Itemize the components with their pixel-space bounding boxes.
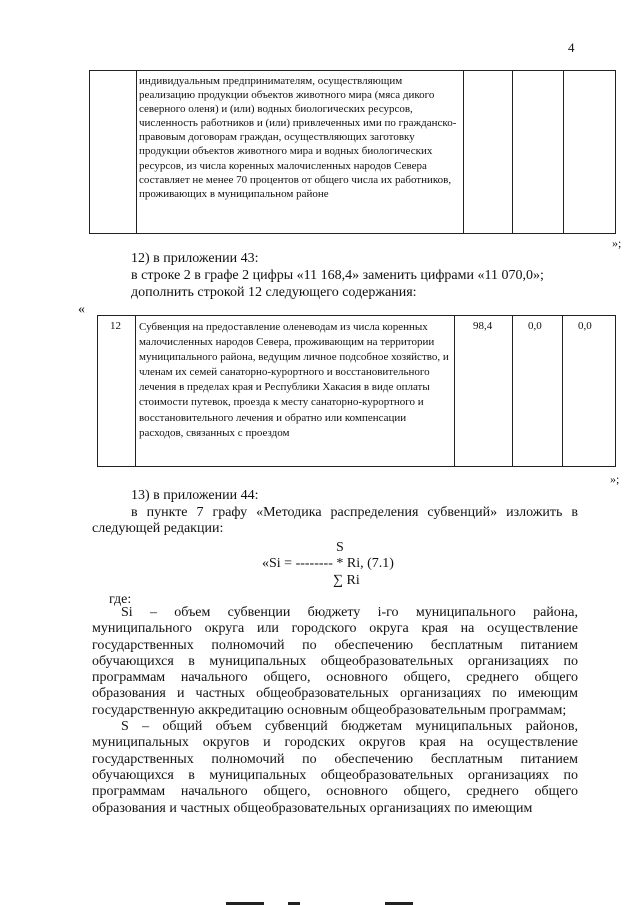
table-divider — [512, 316, 513, 466]
definition-s: S – общий объем субвенций бюджетам муниципальных районов, муниципальных округов и городских округов края на осуществление государственных полномочий по обеспечению бесплатным питанием обучающихся в муниципальных общеобразовательных организациях по программам начального общего, основного общего, среднего общего образования и частных общеобразовательных организациях по имеющим — [92, 719, 578, 816]
definitions — [92, 605, 578, 817]
table-divider — [136, 71, 137, 233]
table-divider — [463, 71, 464, 233]
closing-quote-2: »; — [610, 472, 620, 486]
table-divider — [563, 71, 564, 233]
table-divider — [454, 316, 455, 466]
table-divider — [512, 71, 513, 233]
table-row-12 — [97, 315, 616, 467]
table-fragment-1 — [89, 70, 616, 234]
page-number: 4 — [568, 40, 575, 55]
closing-quote-1: »; — [612, 236, 622, 250]
where-label: где: — [109, 592, 132, 607]
open-quote: « — [78, 302, 85, 317]
item12-line1: в строке 2 в графе 2 цифры «11 168,4» заменить цифрами «11 070,0»; — [131, 268, 544, 283]
value-col-3: 0,0 — [578, 320, 592, 332]
row-number: 12 — [110, 320, 121, 332]
item12-heading: 12) в приложении 43: — [131, 251, 259, 266]
formula-denominator: ∑ Ri — [333, 573, 360, 588]
definition-si: Si – объем субвенции бюджету i-го муниципального района, муниципального округа или городского округа края на осуществление государственных полномочий по обеспечению бесплатным питанием обучающихся в муниципальных общеобразовательных организациях по программам начального общего, основного общего, среднего общего образования и частных общеобразовательных организациях по имеющим государственную аккредитацию основным общеобразовательным программам; — [92, 605, 578, 718]
table-divider — [135, 316, 136, 466]
table1-description: индивидуальным предпринимателям, осуществляющим реализацию продукции объектов животного мира (мяса дикого северного оленя) и (или) водных биологических ресурсов, численность работников и (или) привлеченных ими по гражданско-правовым договорам граждан, осуществляющих заготовку продукции объектов животного мира и водных биологических ресурсов, из числа коренных малочисленных народов Севера составляет не менее 70 процентов от общего числа их работников, проживающих в муниципальном районе — [139, 75, 457, 200]
formula-main: «Si = -------- * Ri, (7.1) — [262, 556, 394, 571]
table-divider — [562, 316, 563, 466]
item13-intro: в пункте 7 графу «Методика распределения субвенций» изложить в следующей редакции: — [92, 505, 578, 536]
value-col-2: 0,0 — [528, 320, 542, 332]
formula-numerator: S — [336, 540, 344, 555]
item12-line2: дополнить строкой 12 следующего содержания: — [131, 285, 417, 300]
value-col-1: 98,4 — [473, 320, 493, 332]
row-description: Субвенция на предоставление оленеводам из числа коренных малочисленных народов Севера, проживающим на территории муниципального района, ведущим личное подсобное хозяйство, и членам их семей санаторно-курортного и восстановительного лечения в пределах края и Республики Хакасия в виде оплаты стоимости путевок, проезда к месту санаторно-курортного и восстановительного лечения и обратно или компенсации расходов, связанных с проездом — [139, 321, 449, 439]
item13-heading: 13) в приложении 44: — [131, 488, 259, 503]
